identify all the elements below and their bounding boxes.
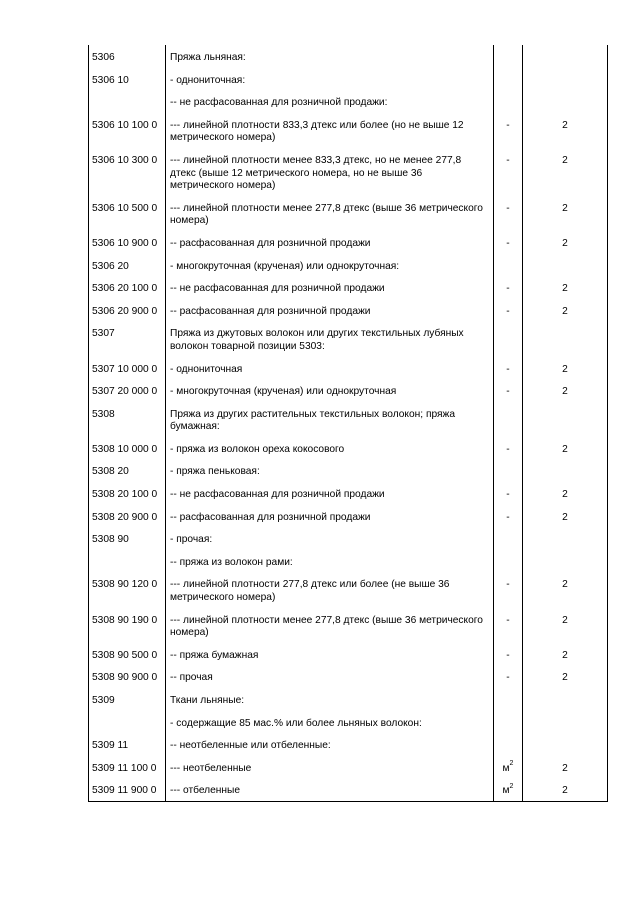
unit-cell <box>494 778 523 801</box>
table-row <box>89 711 608 734</box>
unit-cell <box>494 231 523 254</box>
unit-cell <box>494 148 523 196</box>
unit-text: - <box>506 443 510 455</box>
description-cell: --- линейной плотности менее 833,3 дтекс, но не менее 277,8 дтекс (выше 12 метрического номера, но не выше 36 метрического номера) <box>166 148 494 196</box>
table-row <box>89 778 608 801</box>
unit-superscript: 2 <box>509 782 514 790</box>
unit-text: - <box>506 237 510 249</box>
unit-cell <box>494 550 523 573</box>
unit-cell <box>494 643 523 666</box>
unit-cell <box>494 688 523 711</box>
table-row <box>89 299 608 322</box>
unit-cell <box>494 321 523 356</box>
description-cell: -- не расфасованная для розничной продажи: <box>166 90 494 113</box>
table-row <box>89 482 608 505</box>
duty-rate-cell: 2 <box>523 379 608 402</box>
commodity-code-cell: 5308 20 900 0 <box>89 505 166 528</box>
duty-rate-cell <box>523 733 608 756</box>
unit-cell <box>494 482 523 505</box>
table-row <box>89 527 608 550</box>
description-cell: - пряжа из волокон ореха кокосового <box>166 437 494 460</box>
unit-text: м <box>502 785 510 797</box>
unit-text: м <box>502 762 510 774</box>
description-cell: -- пряжа бумажная <box>166 643 494 666</box>
duty-rate-cell: 2 <box>523 276 608 299</box>
commodity-code-cell: 5306 10 300 0 <box>89 148 166 196</box>
unit-text: - <box>506 283 510 295</box>
commodity-code-cell: 5309 11 900 0 <box>89 778 166 801</box>
description-cell: --- линейной плотности менее 277,8 дтекс (выше 36 метрического номера) <box>166 608 494 643</box>
description-cell: - пряжа пеньковая: <box>166 459 494 482</box>
table-row <box>89 379 608 402</box>
description-cell: -- не расфасованная для розничной продажи <box>166 482 494 505</box>
description-cell: -- расфасованная для розничной продажи <box>166 505 494 528</box>
commodity-code-cell: 5307 20 000 0 <box>89 379 166 402</box>
unit-cell <box>494 756 523 779</box>
unit-cell <box>494 113 523 148</box>
unit-cell <box>494 379 523 402</box>
duty-rate-cell: 2 <box>523 437 608 460</box>
duty-rate-cell: 2 <box>523 643 608 666</box>
duty-rate-cell <box>523 321 608 356</box>
description-cell: - однониточная <box>166 357 494 380</box>
commodity-code-cell <box>89 90 166 113</box>
table-row <box>89 68 608 91</box>
commodity-code-cell: 5307 10 000 0 <box>89 357 166 380</box>
unit-cell <box>494 437 523 460</box>
commodity-code-cell: 5308 90 120 0 <box>89 572 166 607</box>
duty-rate-cell <box>523 68 608 91</box>
unit-cell <box>494 45 523 68</box>
duty-rate-cell: 2 <box>523 113 608 148</box>
unit-cell <box>494 505 523 528</box>
unit-cell <box>494 459 523 482</box>
unit-cell <box>494 276 523 299</box>
unit-text: - <box>506 119 510 131</box>
description-cell: - прочая: <box>166 527 494 550</box>
table-row <box>89 505 608 528</box>
unit-cell <box>494 299 523 322</box>
commodity-code-cell <box>89 711 166 734</box>
unit-cell <box>494 68 523 91</box>
unit-cell <box>494 196 523 231</box>
commodity-code-cell: 5306 10 900 0 <box>89 231 166 254</box>
table-row <box>89 90 608 113</box>
commodity-code-cell: 5306 20 100 0 <box>89 276 166 299</box>
unit-text: - <box>506 386 510 398</box>
description-cell: -- пряжа из волокон рами: <box>166 550 494 573</box>
unit-cell <box>494 90 523 113</box>
duty-rate-cell <box>523 711 608 734</box>
duty-rate-cell <box>523 45 608 68</box>
commodity-code-cell: 5306 10 100 0 <box>89 113 166 148</box>
duty-rate-cell: 2 <box>523 608 608 643</box>
commodity-code-cell <box>89 550 166 573</box>
duty-rate-cell: 2 <box>523 299 608 322</box>
table-row <box>89 665 608 688</box>
commodity-code-cell: 5306 20 900 0 <box>89 299 166 322</box>
commodity-code-cell: 5308 90 500 0 <box>89 643 166 666</box>
commodity-code-cell: 5309 11 100 0 <box>89 756 166 779</box>
commodity-code-cell: 5308 90 190 0 <box>89 608 166 643</box>
description-cell: - многокруточная (крученая) или однокруточная: <box>166 254 494 277</box>
description-cell: -- расфасованная для розничной продажи <box>166 231 494 254</box>
table-row <box>89 608 608 643</box>
duty-rate-cell <box>523 254 608 277</box>
duty-rate-cell: 2 <box>523 357 608 380</box>
commodity-code-cell: 5308 90 <box>89 527 166 550</box>
commodity-code-cell: 5306 10 <box>89 68 166 91</box>
description-cell: - многокруточная (крученая) или однокруточная <box>166 379 494 402</box>
commodity-code-cell: 5309 <box>89 688 166 711</box>
unit-cell <box>494 572 523 607</box>
unit-cell <box>494 527 523 550</box>
duty-rate-cell <box>523 688 608 711</box>
table-row <box>89 437 608 460</box>
unit-text: - <box>506 489 510 501</box>
table-row <box>89 276 608 299</box>
table-row <box>89 254 608 277</box>
description-cell: - содержащие 85 мас.% или более льняных волокон: <box>166 711 494 734</box>
table-row <box>89 148 608 196</box>
duty-rate-cell: 2 <box>523 231 608 254</box>
description-cell: --- неотбеленные <box>166 756 494 779</box>
description-cell: - однониточная: <box>166 68 494 91</box>
commodity-code-cell: 5306 10 500 0 <box>89 196 166 231</box>
duty-rate-cell: 2 <box>523 778 608 801</box>
duty-rate-cell <box>523 527 608 550</box>
commodity-code-cell: 5308 20 <box>89 459 166 482</box>
duty-rate-cell: 2 <box>523 756 608 779</box>
unit-text: - <box>506 649 510 661</box>
unit-text: - <box>506 672 510 684</box>
commodity-code-cell: 5308 <box>89 402 166 437</box>
duty-rate-cell: 2 <box>523 505 608 528</box>
table-row <box>89 459 608 482</box>
tariff-table-body <box>89 45 608 801</box>
table-row <box>89 550 608 573</box>
description-cell: -- прочая <box>166 665 494 688</box>
unit-text: - <box>506 202 510 214</box>
description-cell: Ткани льняные: <box>166 688 494 711</box>
table-row <box>89 688 608 711</box>
table-row <box>89 733 608 756</box>
commodity-code-cell: 5306 <box>89 45 166 68</box>
unit-text: - <box>506 511 510 523</box>
description-cell: -- не расфасованная для розничной продажи <box>166 276 494 299</box>
table-row <box>89 321 608 356</box>
table-row <box>89 643 608 666</box>
description-cell: Пряжа из джутовых волокон или других текстильных лубяных волокон товарной позиции 5303: <box>166 321 494 356</box>
commodity-code-cell: 5307 <box>89 321 166 356</box>
duty-rate-cell <box>523 402 608 437</box>
description-cell: --- линейной плотности 277,8 дтекс или более (не выше 36 метрического номера) <box>166 572 494 607</box>
tariff-table <box>88 45 608 802</box>
unit-superscript: 2 <box>509 760 514 768</box>
duty-rate-cell <box>523 459 608 482</box>
table-row <box>89 402 608 437</box>
duty-rate-cell: 2 <box>523 665 608 688</box>
table-row <box>89 45 608 68</box>
unit-text: - <box>506 305 510 317</box>
unit-cell <box>494 711 523 734</box>
table-row <box>89 357 608 380</box>
duty-rate-cell: 2 <box>523 196 608 231</box>
unit-cell <box>494 402 523 437</box>
unit-cell <box>494 608 523 643</box>
unit-cell <box>494 733 523 756</box>
description-cell: -- расфасованная для розничной продажи <box>166 299 494 322</box>
description-cell: Пряжа из других растительных текстильных волокон; пряжа бумажная: <box>166 402 494 437</box>
unit-cell <box>494 357 523 380</box>
duty-rate-cell: 2 <box>523 572 608 607</box>
description-cell: Пряжа льняная: <box>166 45 494 68</box>
duty-rate-cell <box>523 550 608 573</box>
description-cell: --- линейной плотности менее 277,8 дтекс (выше 36 метрического номера) <box>166 196 494 231</box>
unit-text: - <box>506 614 510 626</box>
table-row <box>89 572 608 607</box>
unit-cell <box>494 254 523 277</box>
description-cell: --- линейной плотности 833,3 дтекс или более (но не выше 12 метрического номера) <box>166 113 494 148</box>
table-row <box>89 756 608 779</box>
table-row <box>89 113 608 148</box>
commodity-code-cell: 5308 20 100 0 <box>89 482 166 505</box>
commodity-code-cell: 5308 10 000 0 <box>89 437 166 460</box>
table-row <box>89 231 608 254</box>
duty-rate-cell: 2 <box>523 482 608 505</box>
commodity-code-cell: 5308 90 900 0 <box>89 665 166 688</box>
unit-text: - <box>506 363 510 375</box>
duty-rate-cell: 2 <box>523 148 608 196</box>
duty-rate-cell <box>523 90 608 113</box>
description-cell: --- отбеленные <box>166 778 494 801</box>
description-cell: -- неотбеленные или отбеленные: <box>166 733 494 756</box>
commodity-code-cell: 5309 11 <box>89 733 166 756</box>
table-row <box>89 196 608 231</box>
unit-text: - <box>506 579 510 591</box>
unit-text: - <box>506 154 510 166</box>
commodity-code-cell: 5306 20 <box>89 254 166 277</box>
unit-cell <box>494 665 523 688</box>
